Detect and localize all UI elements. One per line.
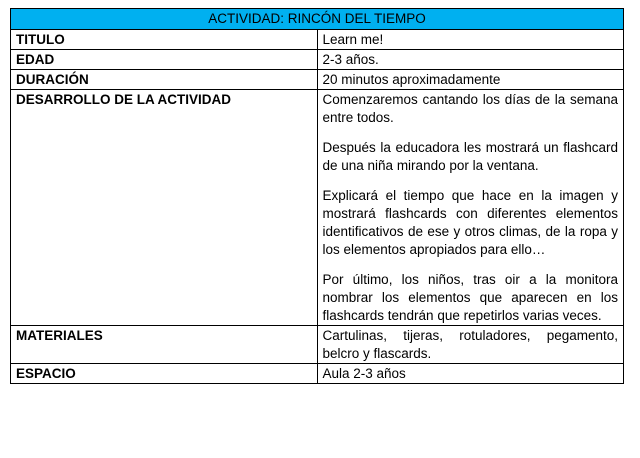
row-value: [317, 50, 624, 70]
row-value: [317, 30, 624, 50]
value-paragraph: Cartulinas, tijeras, rotuladores, pegamento, belcro y flascards.: [322, 328, 618, 361]
table-row-titulo: [11, 30, 624, 50]
value-paragraph: Comenzaremos cantando los días de la semana entre todos.: [322, 92, 618, 125]
activity-sheet: [10, 8, 624, 384]
row-value: [317, 70, 624, 90]
row-value: [317, 90, 624, 326]
row-label: ESPACIO: [11, 364, 318, 384]
table-row-duracion: [11, 70, 624, 90]
activity-table: [10, 8, 624, 384]
value-paragraph: Después la educadora les mostrará un flashcard de una niña mirando por la ventana.: [322, 140, 618, 173]
table-row-desarrollo: [11, 90, 624, 326]
table-header: ACTIVIDAD: RINCÓN DEL TIEMPO: [11, 9, 624, 30]
value-paragraph: Learn me!: [322, 32, 384, 47]
table-row-materiales: [11, 326, 624, 364]
row-label: EDAD: [11, 50, 318, 70]
row-label: TITULO: [11, 30, 318, 50]
row-label: DESARROLLO DE LA ACTIVIDAD: [11, 90, 318, 326]
value-paragraph: Explicará el tiempo que hace en la imagen y mostrará flashcards con diferentes elementos identificativos de ese y otros climas, de la ropa y los elementos apropiados para ello…: [322, 188, 618, 257]
table-row-espacio: [11, 364, 624, 384]
row-value: [317, 326, 624, 364]
value-paragraph: 2-3 años.: [322, 52, 379, 67]
value-paragraph: 20 minutos aproximadamente: [322, 72, 501, 87]
table-row-edad: [11, 50, 624, 70]
value-paragraph: Por último, los niños, tras oir a la monitora nombrar los elementos que aparecen en los flashcards tendrán que repetirlos varias veces.: [322, 272, 618, 323]
header-row: [11, 9, 624, 30]
row-value: [317, 364, 624, 384]
row-label: DURACIÓN: [11, 70, 318, 90]
value-paragraph: Aula 2-3 años: [322, 366, 406, 381]
row-label: MATERIALES: [11, 326, 318, 364]
